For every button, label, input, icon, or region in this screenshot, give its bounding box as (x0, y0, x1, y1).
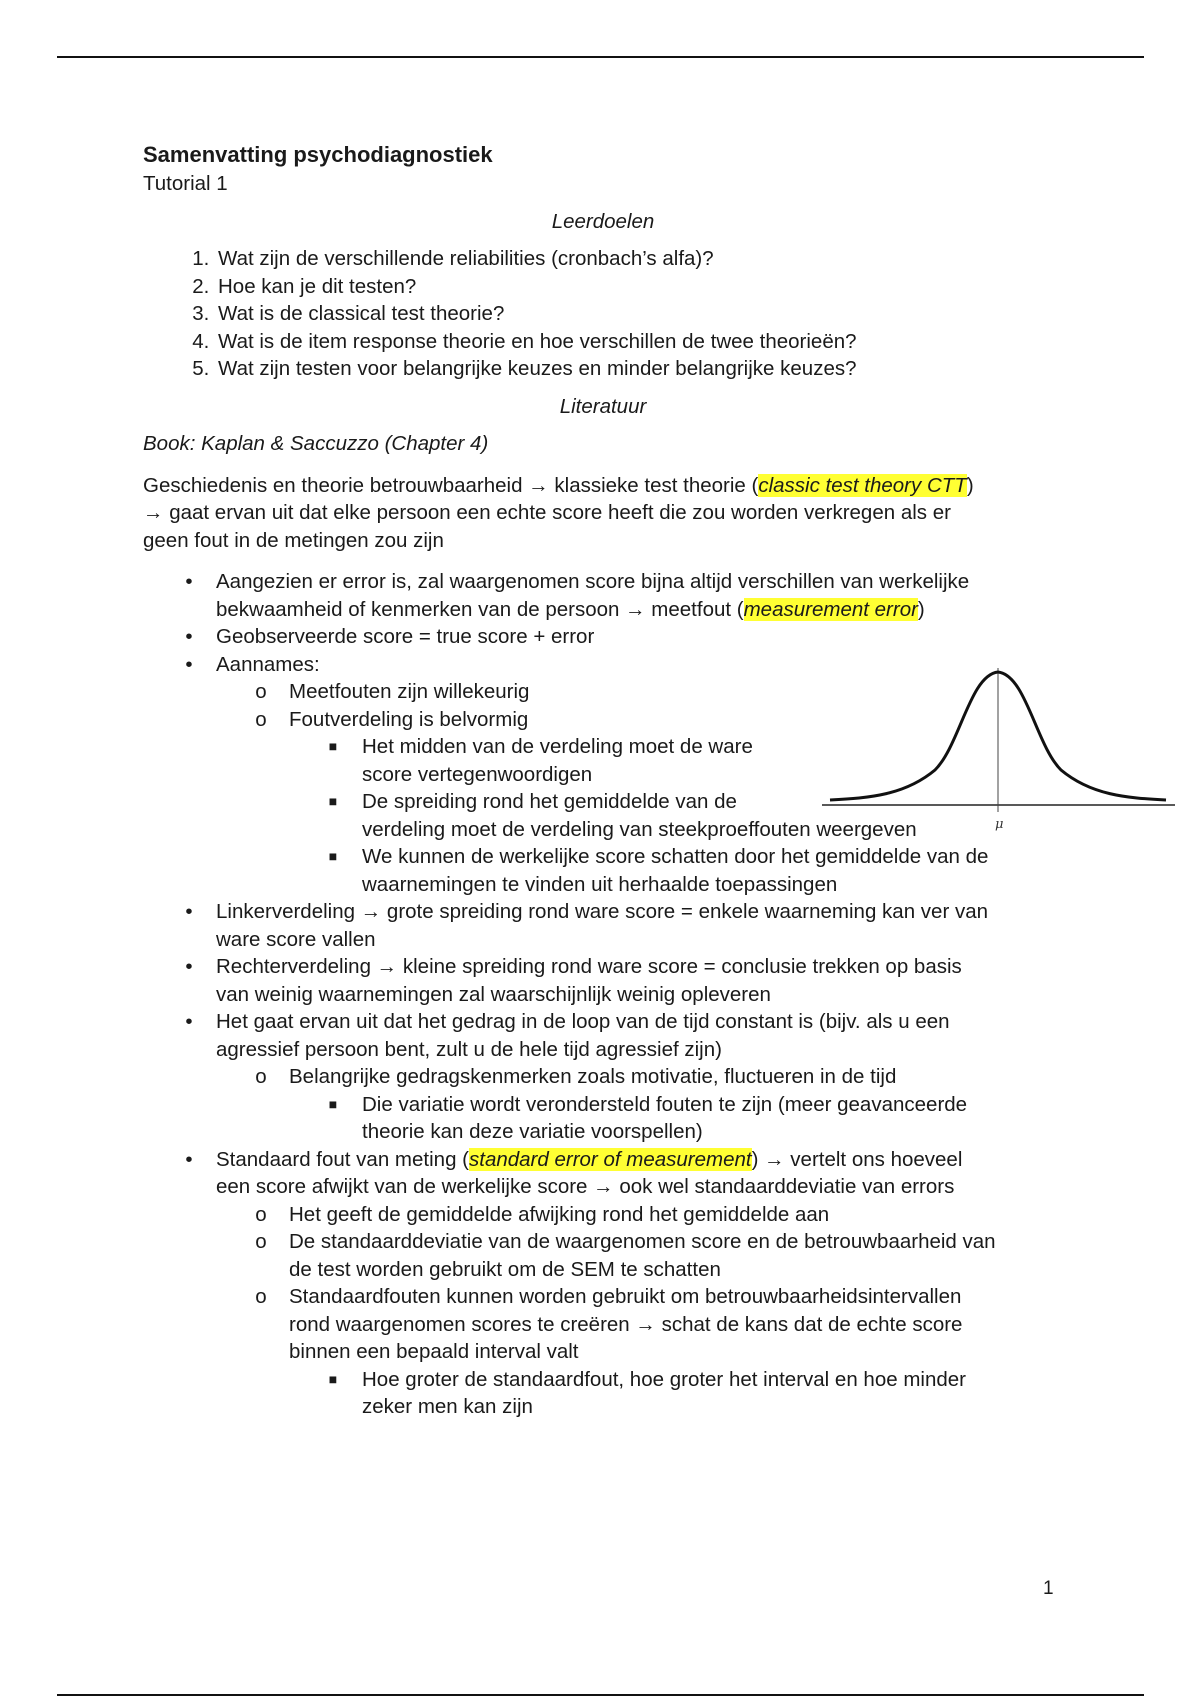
bullet-text: De spreiding rond het gemiddelde van de (362, 790, 737, 813)
bullet-square-icon: ■ (328, 738, 338, 754)
bullet-text: Rechterverdeling → kleine spreiding rond ware score = conclusie trekken op basis (216, 955, 962, 978)
intro-text: → gaat ervan uit dat elke persoon een echte score heeft die zou worden verkregen als er (143, 501, 951, 524)
literature-heading: Literatuur (559, 394, 647, 418)
sub-bullet-item (143, 1201, 1063, 1229)
figure-mu-label: μ (995, 817, 1004, 832)
bullet-dot-icon: • (185, 1010, 193, 1033)
bullet-text: agressief persoon bent, zult u de hele tijd agressief zijn) (216, 1037, 722, 1061)
bullet-square-icon: ■ (328, 1095, 338, 1112)
sub-sub-bullet-item (143, 1091, 1063, 1146)
bullet-text: We kunnen de werkelijke score schatten door het gemiddelde van de (362, 845, 989, 868)
bullet-circle-icon: o (255, 707, 267, 731)
highlight-ctt: classic test theory CTT (758, 473, 967, 497)
sub-bullet-item (143, 1063, 1063, 1091)
bullet-circle-icon: o (255, 1230, 267, 1253)
highlight-sem: standard error of measurement (469, 1147, 752, 1171)
bullet-text: binnen een bepaald interval valt (289, 1340, 579, 1363)
bullet-dot-icon: • (185, 900, 193, 923)
bullet-square-icon: ■ (328, 848, 338, 864)
footer-rule (57, 1694, 1144, 1696)
intro-text: Geschiedenis en theorie betrouwbaarheid → klassieke test theorie ( (143, 473, 759, 497)
bullet-dot-icon: • (185, 625, 193, 648)
bullet-circle-icon: o (255, 1065, 267, 1088)
bullet-item (143, 898, 1063, 953)
bullet-dot-icon: • (185, 652, 193, 676)
bullet-text: Aannames: (216, 652, 320, 676)
document-subtitle: Tutorial 1 (143, 172, 228, 195)
intro-text: ) (966, 473, 974, 497)
bullet-item (143, 953, 1063, 1008)
document-title: Samenvatting psychodiagnostiek (143, 142, 493, 167)
bullet-text: Het midden van de verdeling moet de ware (362, 735, 753, 758)
bullet-text: Hoe groter de standaardfout, hoe groter het interval en hoe minder (362, 1367, 966, 1391)
goal-item: 4. Wat is de item response theorie en hoe verschillen de twee theorieën? (215, 328, 1063, 356)
bullet-circle-icon: o (255, 1202, 267, 1226)
bullet-text: zeker men kan zijn (362, 1395, 533, 1418)
bullet-text: De standaarddeviatie van de waargenomen score en de betrouwbaarheid van (289, 1230, 996, 1253)
bullet-item (143, 1008, 1063, 1063)
bullet-text: een score afwijkt van de werkelijke score → ook wel standaarddeviatie van errors (216, 1175, 955, 1198)
goal-item: 5. Wat zijn testen voor belangrijke keuzes en minder belangrijke keuzes? (215, 355, 1063, 383)
bullet-text: Die variatie wordt verondersteld fouten te zijn (meer geavanceerde (362, 1092, 968, 1116)
page-number: 1 (1043, 1578, 1054, 1599)
bullet-text: Het gaat ervan uit dat het gedrag in de loop van de tijd constant is (bijv. als u een (216, 1010, 950, 1033)
bullet-item (143, 568, 1063, 623)
bullet-text: Belangrijke gedragskenmerken zoals motivatie, fluctueren in de tijd (289, 1065, 897, 1088)
bullet-dot-icon: • (185, 570, 193, 593)
bullet-square-icon: ■ (328, 1370, 338, 1387)
bullet-circle-icon: o (255, 1285, 267, 1308)
bullet-text: Foutverdeling is belvormig (289, 707, 529, 731)
bullet-text: Meetfouten zijn willekeurig (289, 680, 530, 703)
bullet-text: rond waargenomen scores te creëren → schat de kans dat de echte score (289, 1312, 963, 1336)
goal-item: 3. Wat is de classical test theorie? (215, 300, 1063, 328)
goal-item: 1. Wat zijn de verschillende reliabilities (cronbach’s alfa)? (215, 245, 1063, 273)
bullet-text: van weinig waarnemingen zal waarschijnlijk weinig opleveren (216, 982, 771, 1006)
goal-item: 2. Hoe kan je dit testen? (215, 273, 1063, 301)
bullet-text: Geobserveerde score = true score + error (216, 625, 595, 648)
bullet-text: Linkerverdeling → grote spreiding rond ware score = enkele waarneming kan ver van (216, 900, 989, 923)
bullet-text: verdeling moet de verdeling van steekproeffouten weergeven (362, 817, 917, 841)
goals-heading: Leerdoelen (551, 209, 655, 233)
bullet-text: ware score vallen (216, 927, 376, 951)
header-rule (57, 56, 1144, 58)
sub-sub-bullet-item (143, 1366, 1063, 1421)
bullet-text: Aangezien er error is, zal waargenomen score bijna altijd verschillen van werkelijke (216, 570, 970, 593)
bullet-text: theorie kan deze variatie voorspellen) (362, 1120, 703, 1143)
sub-bullet-item (143, 1283, 1063, 1366)
bullet-square-icon: ■ (328, 793, 338, 809)
bullet-text: score vertegenwoordigen (362, 762, 593, 786)
bullet-dot-icon: • (185, 1147, 193, 1171)
bullet-dot-icon: • (185, 955, 193, 978)
bullet-text: ) (917, 597, 925, 621)
highlight-measurement-error: measurement error (743, 597, 918, 621)
bullet-circle-icon: o (255, 680, 267, 703)
bullet-item (143, 1146, 1063, 1201)
bullet-text: ) → vertelt ons hoeveel (751, 1147, 963, 1171)
book-reference: Book: Kaplan & Saccuzzo (Chapter 4) (143, 432, 489, 455)
bullet-text: waarnemingen te vinden uit herhaalde toepassingen (362, 872, 838, 896)
intro-text: geen fout in de metingen zou zijn (143, 528, 444, 552)
bullet-item (143, 623, 1063, 651)
intro-paragraph (143, 472, 1063, 555)
bullet-text: bekwaamheid of kenmerken van de persoon → meetfout ( (216, 597, 744, 621)
bell-curve-figure (810, 660, 1180, 835)
sub-sub-bullet-item (143, 843, 1063, 898)
bullet-text: Standaard fout van meting ( (216, 1147, 469, 1171)
bullet-text: de test worden gebruikt om de SEM te schatten (289, 1257, 721, 1281)
sub-bullet-item (143, 1228, 1063, 1283)
goals-list (143, 245, 1063, 383)
bullet-text: Het geeft de gemiddelde afwijking rond het gemiddelde aan (289, 1202, 830, 1226)
bullet-text: Standaardfouten kunnen worden gebruikt om betrouwbaarheidsintervallen (289, 1285, 962, 1308)
